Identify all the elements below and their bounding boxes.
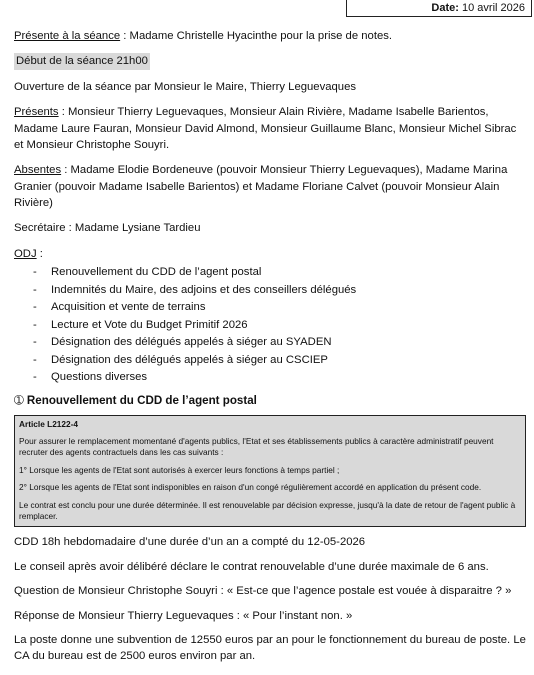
minutes-document [14, 28, 526, 673]
presents-text: : Monsieur Thierry Leguevaques, Monsieur Alain Rivière, Madame Isabelle Barientos, Madame Laure Fauran, Monsieur David Almond, Monsieur Guillaume Blanc, Monsieur Michel Sibrac et Monsieur Christophe Souyri. [14, 106, 517, 151]
section-title: ➀ Renouvellement du CDD de l’agent postal [14, 393, 257, 407]
conseil-line: Le conseil après avoir délibéré déclare le contrat renouvelable d’une durée maximale de 6 ans. [14, 560, 489, 573]
presente-line [14, 28, 526, 44]
deliberation-text [14, 534, 526, 664]
list-item: - Désignation des délégués appelés à siéger au SYADEN [14, 334, 526, 352]
secretaire-line: Secrétaire : Madame Lysiane Tardieu [14, 222, 201, 235]
absentes-paragraph [14, 162, 526, 211]
presents-label: Présents [14, 106, 59, 119]
list-item: - Questions diverses [14, 369, 526, 387]
presents-paragraph [14, 104, 526, 153]
reponse-line: Réponse de Monsieur Thierry Leguevaques : « Pour l’instant non. » [14, 609, 353, 622]
article-paragraph: Pour assurer le remplacement momentané d'agents publics, l'Etat et ses établissements publics à caractère administratif peuvent recruter des agents contractuels dans les cas suivants : [19, 435, 494, 458]
question-line: Question de Monsieur Christophe Souyri : « Est-ce que l’agence postale est vouée à disparaitre ? » [14, 585, 512, 598]
date-header [346, 0, 532, 17]
list-item: - Désignation des délégués appelés à siéger au CSCIEP [14, 352, 526, 370]
list-item: - Renouvellement du CDD de l’agent postal [14, 264, 526, 282]
presente-label: Présente à la séance [14, 30, 121, 42]
date-label: Date: [431, 2, 459, 14]
list-item: - Indemnités du Maire, des adjoins et des conseillers délégués [14, 282, 526, 300]
odj-label: ODJ [14, 247, 37, 260]
article-quote-box [14, 415, 526, 527]
absentes-text: : Madame Elodie Bordeneuve (pouvoir Monsieur Thierry Leguevaques), Madame Marina Granier (pouvoir Madame Isabelle Barientos) et Madame Floriane Calvet (pouvoir Monsieur Alain Rivière) [14, 164, 508, 209]
seance-start-line [14, 53, 526, 69]
seance-start-highlight: Début de la séance 21h00 [14, 53, 150, 69]
date-value: 10 avril 2026 [462, 2, 525, 14]
presente-text: : Madame Christelle Hyacinthe pour la prise de notes. [120, 30, 393, 42]
odj-heading [14, 246, 526, 262]
subvention-paragraph: La poste donne une subvention de 12550 euros par an pour le fonctionnement du bureau de poste. Le CA du bureau est de 2500 euros environ par an. [14, 633, 526, 663]
odj-suffix: : [36, 247, 43, 260]
ouverture-line: Ouverture de la séance par Monsieur le Maire, Thierry Leguevaques [14, 80, 357, 93]
article-paragraph: 1° Lorsque les agents de l'Etat sont autorisés à exercer leurs fonctions à temps partiel ; [19, 464, 340, 475]
article-paragraph: Le contrat est conclu pour une durée déterminée. Il est renouvelable par décision expresse, jusqu'à la date de retour de l'agent public à remplacer. [19, 499, 516, 522]
odj-list [14, 264, 526, 387]
article-title: Article L2122-4 [19, 419, 79, 430]
cdd-line: CDD 18h hebdomadaire d’une durée d’un an a compté du 12-05-2026 [14, 536, 366, 549]
list-item: - Lecture et Vote du Budget Primitif 2026 [14, 317, 526, 335]
list-item: - Acquisition et vente de terrains [14, 299, 526, 317]
absentes-label: Absentes [14, 164, 62, 177]
article-paragraph: 2° Lorsque les agents de l'Etat sont indisponibles en raison d'un congé régulièrement accordé en application du présent code. [19, 482, 482, 493]
